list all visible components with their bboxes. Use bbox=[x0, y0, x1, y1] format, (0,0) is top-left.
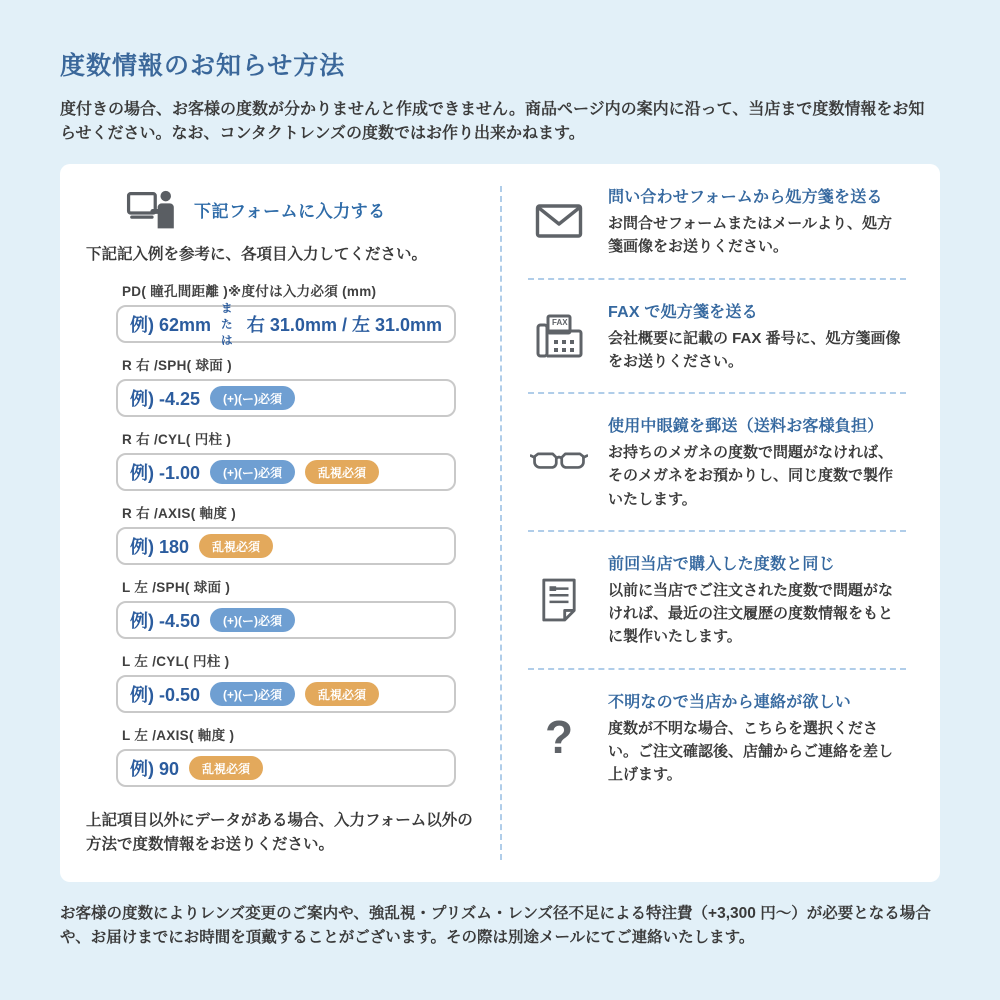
field-label: R 右 /AXIS( 軸度 ) bbox=[122, 506, 237, 521]
astigmatism-required-badge: 乱視必須 bbox=[199, 534, 273, 558]
plus-minus-required-badge: (+)(ー)必須 bbox=[210, 608, 295, 632]
example-value: 例) 180 bbox=[130, 537, 190, 557]
form-field-pd bbox=[116, 280, 456, 347]
method-body bbox=[608, 413, 906, 511]
example-value: 例) 90 bbox=[130, 759, 180, 779]
method-text: 会社概要に記載の FAX 番号に、処方箋画像をお送りください。 bbox=[608, 329, 901, 370]
dashed-divider bbox=[528, 278, 906, 280]
form-field-l-cyl bbox=[116, 650, 456, 713]
method-heading: 使用中眼鏡を郵送（送料お客様負担） bbox=[608, 418, 884, 435]
astigmatism-required-badge: 乱視必須 bbox=[305, 460, 379, 484]
field-label: L 左 /CYL( 円柱 ) bbox=[122, 654, 230, 669]
footer-note: お客様の度数によりレンズ変更のご案内や、強乱視・プリズム・レンズ径不足による特注費（+3,300 円～）が必要となる場合や、お届けまでにお時間を頂戴することがございます。その際は別途メールにてご連絡いたします。 bbox=[60, 905, 931, 947]
field-example-box bbox=[116, 749, 456, 787]
question-icon: ? bbox=[544, 711, 574, 764]
method-text: 以前に当店でご注文された度数で問題がなければ、最近の注文履歴の度数情報をもとに製作いたします。 bbox=[608, 581, 894, 646]
form-field-r-cyl bbox=[116, 428, 456, 491]
method-item-unknown bbox=[528, 689, 906, 787]
form-field-l-sph bbox=[116, 576, 456, 639]
form-field-r-axis bbox=[116, 502, 456, 565]
intro-text: 度付きの場合、お客様の度数が分かりませんと作成できません。商品ページ内の案内に沿って、当店まで度数情報をお知らせください。なお、コンタクトレンズの度数ではお作り出来かねます。 bbox=[60, 101, 925, 142]
method-item-previous-order bbox=[528, 551, 906, 649]
form-field-r-sph bbox=[116, 354, 456, 417]
field-example-box bbox=[116, 601, 456, 639]
method-item-fax bbox=[528, 299, 906, 374]
page-title: 度数情報のお知らせ方法 bbox=[60, 52, 346, 80]
form-note: 上記項目以外にデータがある場合、入力フォーム以外の方法で度数情報をお送りください。 bbox=[86, 812, 473, 854]
form-section bbox=[60, 164, 500, 882]
prescription-info-card bbox=[60, 164, 940, 882]
field-label: L 左 /SPH( 球面 ) bbox=[122, 580, 231, 595]
form-fields bbox=[116, 280, 456, 787]
method-heading: FAX で処方箋を送る bbox=[608, 303, 758, 321]
form-instruction: 下記記入例を参考に、各項目入力してください。 bbox=[86, 246, 428, 263]
field-example-box bbox=[116, 303, 456, 347]
field-example-box bbox=[116, 453, 456, 491]
method-body bbox=[608, 689, 906, 787]
method-text: お問合せフォームまたはメールより、処方箋画像をお送りください。 bbox=[608, 215, 892, 256]
example-value: 例) -4.50 bbox=[130, 611, 201, 631]
method-heading: 問い合わせフォームから処方箋を送る bbox=[608, 189, 883, 206]
field-label: R 右 /CYL( 円柱 ) bbox=[122, 432, 232, 447]
astigmatism-required-badge: 乱視必須 bbox=[305, 682, 379, 706]
fax-icon-label: FAX bbox=[552, 317, 568, 327]
example-value: 例) 62mm bbox=[130, 315, 212, 335]
glasses-icon bbox=[528, 450, 590, 474]
method-text: お持ちのメガネの度数で問題がなければ、そのメガネをお預かりし、同じ度数で製作いたします。 bbox=[608, 444, 894, 508]
astigmatism-required-badge: 乱視必須 bbox=[189, 756, 263, 780]
field-label: R 右 /SPH( 球面 ) bbox=[122, 358, 232, 373]
field-example-box bbox=[116, 379, 456, 417]
method-heading: 不明なので当店から連絡が欲しい bbox=[608, 693, 852, 711]
dashed-divider bbox=[528, 392, 906, 394]
example-value-alt: 右 31.0mm / 左 31.0mm bbox=[246, 315, 442, 335]
example-value: 例) -0.50 bbox=[130, 685, 201, 705]
field-example-box bbox=[116, 675, 456, 713]
mail-icon bbox=[528, 203, 590, 239]
method-item-mail-glasses bbox=[528, 413, 906, 511]
plus-minus-required-badge: (+)(ー)必須 bbox=[210, 682, 295, 706]
method-body bbox=[608, 551, 906, 649]
field-label: PD( 瞳孔間距離 )※度付は入力必須 (mm) bbox=[122, 284, 377, 299]
method-heading: 前回当店で購入した度数と同じ bbox=[608, 555, 835, 573]
plus-minus-required-badge: (+)(ー)必須 bbox=[210, 386, 295, 410]
methods-list bbox=[502, 164, 940, 882]
method-text: 度数が不明な場合、こちらを選択ください。ご注文確認後、店舗からご連絡を差し上げます。 bbox=[608, 719, 894, 783]
example-connector: または bbox=[221, 303, 233, 347]
example-value: 例) -1.00 bbox=[130, 463, 201, 483]
form-section-heading: 下記フォームに入力する bbox=[194, 201, 386, 221]
example-value: 例) -4.25 bbox=[130, 389, 201, 409]
form-section-header bbox=[126, 188, 482, 230]
dashed-divider bbox=[528, 668, 906, 670]
field-example-box bbox=[116, 527, 456, 565]
field-label: L 左 /AXIS( 軸度 ) bbox=[122, 728, 235, 743]
method-item-contact-form bbox=[528, 184, 906, 259]
presenter-icon bbox=[126, 188, 178, 230]
method-body bbox=[608, 184, 906, 259]
method-body bbox=[608, 299, 906, 374]
dashed-divider bbox=[528, 530, 906, 532]
form-field-l-axis bbox=[116, 724, 456, 787]
document-icon bbox=[528, 577, 590, 623]
fax-icon bbox=[528, 313, 590, 359]
plus-minus-required-badge: (+)(ー)必須 bbox=[210, 460, 295, 484]
